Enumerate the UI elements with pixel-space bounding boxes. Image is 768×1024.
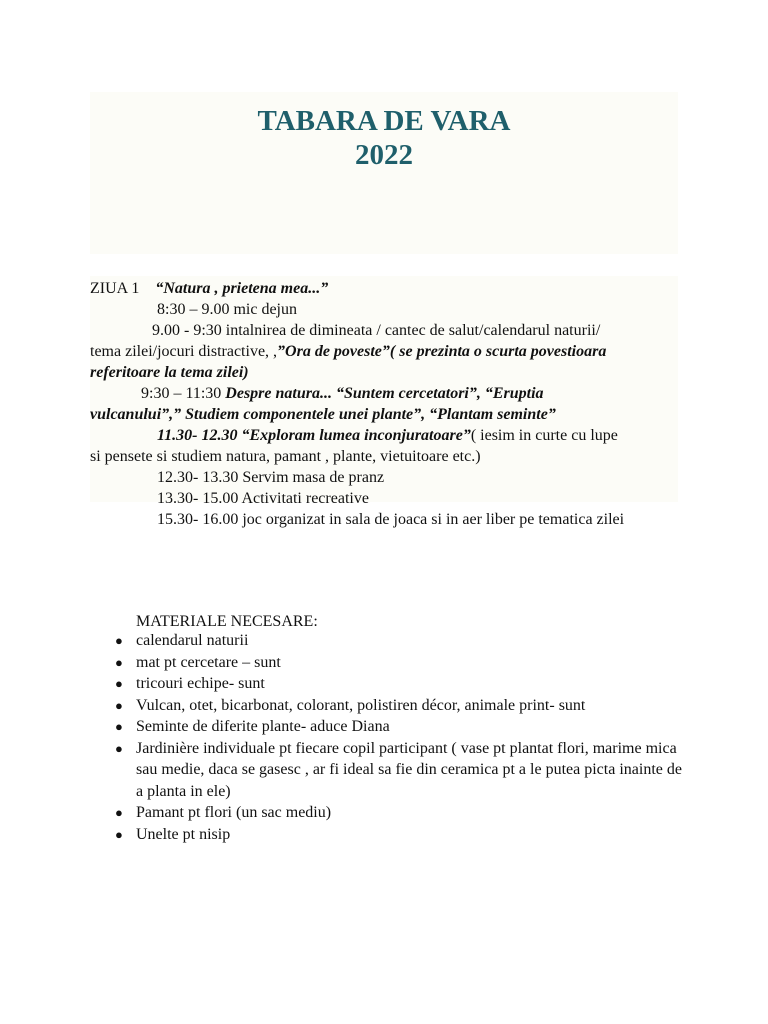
schedule-slot-breakfast: 8:30 – 9.00 mic dejun — [157, 301, 297, 318]
material-text: Vulcan, otet, bicarbonat, colorant, polistiren décor, animale print- sunt — [136, 696, 586, 714]
bullet-icon: ● — [115, 719, 123, 734]
list-item — [90, 695, 690, 717]
schedule-slot-morning-cont — [90, 341, 606, 362]
list-item — [90, 802, 690, 824]
schedule-slot-morning: 9.00 - 9:30 intalnirea de dimineata / cantec de salut/calendarul naturii/ — [152, 322, 601, 339]
list-item — [90, 652, 690, 674]
bullet-icon: ● — [115, 676, 123, 691]
day1-heading — [90, 278, 328, 299]
list-item — [90, 824, 690, 846]
explore-title: 11.30- 12.30 “Exploram lumea inconjuratoare” — [157, 427, 471, 444]
explore-text: ( iesim in curte cu lupe — [470, 427, 618, 444]
schedule-slot-recreation: 13.30- 15.00 Activitati recreative — [157, 490, 369, 507]
schedule-slot-morning-end: referitoare la tema zilei) — [90, 364, 249, 381]
document-year: 2022 — [355, 139, 413, 171]
bullet-icon: ● — [115, 654, 123, 670]
schedule-slot-nature-cont: vulcanului”,” Studiem componentele unei plante”, “Plantam seminte” — [90, 406, 556, 423]
bullet-icon: ● — [115, 633, 123, 648]
list-item — [90, 630, 690, 652]
schedule-activities: Despre natura... “Suntem cercetatori”, “Eruptia — [225, 385, 544, 402]
schedule-text: tema zilei/jocuri distractive, , — [90, 343, 278, 360]
document-title: TABARA DE VARA — [257, 105, 511, 137]
list-item — [90, 716, 690, 738]
material-text: Unelte pt nisip — [136, 825, 231, 843]
bullet-icon: ● — [115, 826, 123, 842]
schedule-slot-explore — [157, 425, 618, 446]
materials-heading: MATERIALE NECESARE: — [136, 613, 318, 630]
materials-list — [90, 630, 690, 845]
material-text: calendarul naturii — [136, 632, 249, 649]
day1-theme: “Natura , prietena mea...” — [155, 280, 329, 297]
schedule-slot-lunch: 12.30- 13.30 Servim masa de pranz — [157, 469, 385, 486]
day1-label: ZIUA 1 — [90, 280, 140, 297]
material-text: Jardinière individuale pt fiecare copil participant ( vase pt plantat flori, marime mica sau medie, daca se gasesc , ar fi ideal sa fie din ceramica pt a le putea picta inainte de a planta in ele) — [136, 739, 682, 800]
bullet-icon: ● — [115, 697, 123, 713]
material-text: tricouri echipe- sunt — [136, 675, 265, 692]
schedule-slot-game: 15.30- 16.00 joc organizat in sala de joaca si in aer liber pe tematica zilei — [157, 511, 625, 528]
material-text: Pamant pt flori (un sac mediu) — [136, 804, 332, 821]
list-item — [90, 738, 690, 803]
list-item — [90, 673, 690, 695]
bullet-icon: ● — [115, 805, 123, 820]
title-block — [90, 92, 678, 254]
schedule-slot-explore-cont: si pensete si studiem natura, pamant , plante, vietuitoare etc.) — [90, 448, 481, 465]
schedule-time: 9:30 – 11:30 — [141, 385, 222, 402]
story-hour-text: ”Ora de poveste”( se prezinta o scurta povestioara — [277, 343, 607, 360]
material-text: mat pt cercetare – sunt — [136, 653, 281, 671]
schedule-slot-nature — [141, 383, 544, 404]
material-text: Seminte de diferite plante- aduce Diana — [136, 718, 390, 735]
bullet-icon: ● — [115, 740, 123, 756]
